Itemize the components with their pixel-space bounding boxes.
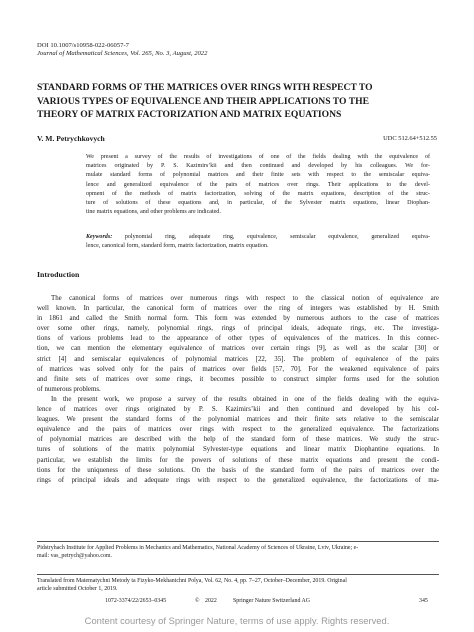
body-text xyxy=(37,294,439,486)
translation-note xyxy=(37,577,439,594)
translation-line: article submitted October 1, 2019. xyxy=(37,586,118,593)
journal-line: Journal of Mathematical Sciences, Vol. 265, No. 3, August, 2022 xyxy=(37,50,208,57)
article-title xyxy=(37,81,441,122)
affiliation-line: Pidstryhach Institute for Applied Problems in Mechanics and Mathematics, National Academy of Sciences of Ukraine, Lviv, Ukraine; e- xyxy=(37,545,359,551)
abstract xyxy=(86,153,430,217)
abstract-line: lence and generalized equivalence of the pairs of matrices over rings. Their applications to the devel- xyxy=(86,181,430,188)
title-line: STANDARD FORMS OF THE MATRICES OVER RINGS WITH RESPECT TO xyxy=(37,82,373,93)
title-line: VARIOUS TYPES OF EQUIVALENCE AND THEIR APPLICATIONS TO THE xyxy=(37,95,369,107)
body-line: well known. In particular, the canonical form of matrices over the ring of integers was established by H. Smith xyxy=(37,305,439,313)
footer-year: 2022 xyxy=(205,598,217,604)
body-line: particular, we establish the limits for the powers of solutions of these matrix equations and present the condi- xyxy=(37,456,439,464)
keywords xyxy=(86,233,430,251)
body-line: over some other rings, namely, polynomial rings, rings of principal ideals, adequate rings, etc. The investiga- xyxy=(37,325,439,333)
abstract-line: ture of solutions of these equations and, in particular, of the Sylvester matrix equations, linear Diophan- xyxy=(86,200,430,207)
body-line: in 1861 and called the Smith normal form. This form was extended by numerous authors to the case of matrices xyxy=(37,315,439,323)
affiliation-footnote xyxy=(37,544,439,561)
body-line: tion, we can mention the elementary equivalence of matrices over certain rings [9], as well as the scalar [30] or xyxy=(37,345,439,353)
translation-divider xyxy=(37,574,439,575)
section-heading: Introduction xyxy=(37,270,80,279)
copyright-symbol: © xyxy=(195,598,200,604)
body-line: tions for the uniqueness of these solutions. On the basis of the standard form of the pairs of matrices over the xyxy=(37,466,439,474)
body-line: lence of matrices over rings originated by P. S. Kazimirs’kii and then continued and developed by his col- xyxy=(37,406,439,414)
body-line: leagues. We present the standard forms of the polynomial matrices and their finite sets relative to the semiscalar xyxy=(37,416,439,424)
abstract-line: tine matrix equations, and other problems are indicated. xyxy=(86,209,221,216)
body-line: of polynomial matrices are described with the help of the standard form of these matrices. We study the struc- xyxy=(37,436,439,444)
body-line: strict [4] and semiscalar equivalences of polynomial matrices [22, 35]. The problem of equivalence of the pairs xyxy=(37,355,439,363)
title-line: THEORY OF MATRIX FACTORIZATION AND MATRIX EQUATIONS xyxy=(37,109,342,121)
page-number: 345 xyxy=(419,598,428,604)
body-line: of numerous problems. xyxy=(37,385,101,393)
keywords-text: polynomial ring, adequate ring, equivalence, semiscalar equivalence, generalized equiva- xyxy=(112,234,430,240)
footer-issn: 1072-3374/22/2653–0345 xyxy=(105,598,167,604)
abstract-line: matrices originated by P. S. Kazimirs’kii and then continued and developed by his colleagues. We for- xyxy=(86,163,430,170)
affiliation-line: mail: vas_petrych@yahoo.com. xyxy=(37,553,112,560)
keywords-text: lence, canonical form, standard form, matrix factorization, matrix equation. xyxy=(86,243,269,250)
body-line: tures of solutions of the matrix polynomial Sylvester-type equations and linear matrix Diophantine equations. In xyxy=(37,446,439,454)
body-line: equivalence and the pairs of matrices over rings with respect to the generalized equivalence. The factorizations xyxy=(37,426,439,434)
footnote-divider xyxy=(37,541,439,542)
doi-line: DOI 10.1007/s10958-022-06057-7 xyxy=(37,42,129,49)
body-line: rings of principal ideals and adequate rings with respect to the generalized equivalence, the factorizations of ma- xyxy=(37,476,439,484)
courtesy-watermark: Content courtesy of Springer Nature, terms of use apply. Rights reserved. xyxy=(84,615,390,626)
author-name: V. M. Petrychkovych xyxy=(37,134,105,143)
translation-line: Translated from Matematychni Metody ta Fizyko-Mekhanichni Polya, Vol. 62, No. 4, pp. 7–27, October–December, 2019. Original xyxy=(37,578,347,584)
body-line: and finite sets of matrices over some rings, it becomes possible to construct simpler forms used for the solution xyxy=(37,375,439,383)
keywords-label: Keywords: xyxy=(86,234,113,240)
abstract-line: mulate standard forms of polynomial matrices and their finite sets with respect to the semiscalar equiva- xyxy=(86,172,430,179)
body-line: tions of various problems lead to the appearance of other types of equivalences of the matrices. In this connec- xyxy=(37,335,439,343)
abstract-line: opment of the methods of matrix factorization, solving of the matrix equations, description of the struc- xyxy=(86,190,430,197)
body-line: The canonical forms of matrices over numerous rings with respect to the classical notion of equivalence are xyxy=(51,295,439,302)
udc-code: UDC 512.64+512.55 xyxy=(383,135,437,142)
body-line: of matrices was solved only for the pairs of matrices over fields [57, 70]. For the weakened equivalence of pairs xyxy=(37,365,439,373)
body-line: In the present work, we propose a survey of the results obtained in one of the fields dealing with the equiva- xyxy=(51,395,439,403)
abstract-line: We present a survey of the results of investigations of one of the fields dealing with the equivalence of xyxy=(86,154,430,160)
footer-publisher: Springer Nature Switzerland AG xyxy=(233,598,311,604)
